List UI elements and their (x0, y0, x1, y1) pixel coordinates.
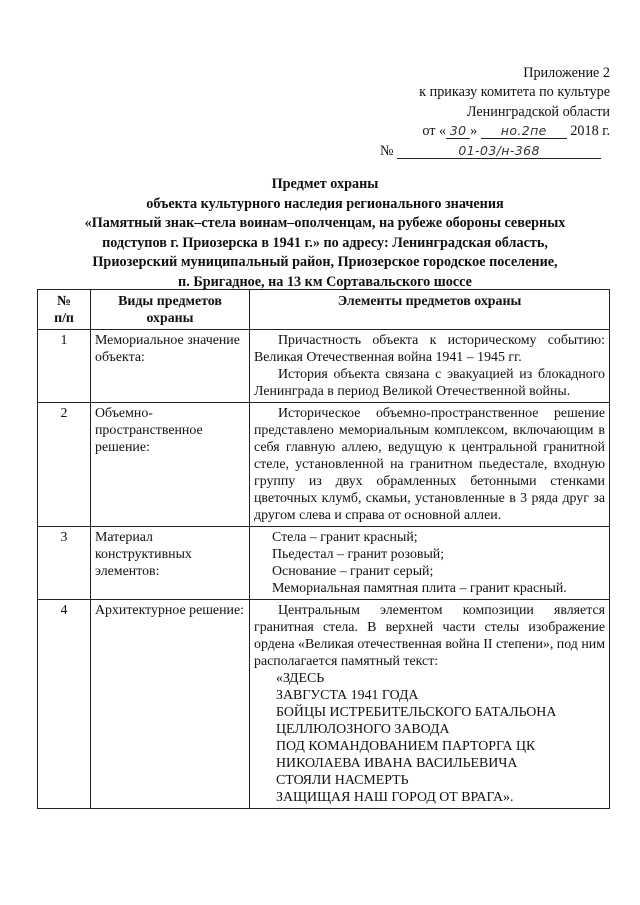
row-kind: Архитектурное решение: (91, 600, 250, 809)
title-line-4: подступов г. Приозерска в 1941 г.» по адресу: Ленинградская область, (102, 234, 548, 251)
row-elements: Причастность объекта к историческому событию: Великая Отечественная война 1941 – 1945 гг. История объекта связана с эвакуацией из блокадного Ленинграда в период Великой Отечественной войны. (250, 330, 610, 403)
memorial-text-line: «ЗДЕСЬ (276, 671, 325, 686)
header-num: № п/п (38, 290, 91, 330)
material-item: Пьедестал – гранит розовый; (272, 547, 445, 562)
header-elements: Элементы предметов охраны (250, 290, 610, 330)
title-line-3: «Памятный знак–стела воинам–ополченцам, на рубеже обороны северных (84, 215, 566, 232)
title-line-5: Приозерский муниципальный район, Приозерское городское поселение, (92, 254, 558, 271)
material-item: Основание – гранит серый; (272, 564, 434, 579)
table-header-row (38, 290, 610, 330)
material-item: Мемориальная памятная плита – гранит красный. (272, 581, 567, 596)
memorial-text-line: БОЙЦЫ ИСТРЕБИТЕЛЬСКОГО БАТАЛЬОНА (276, 705, 557, 720)
material-item: Стела – гранит красный; (272, 530, 418, 545)
appendix-title: Приложение 2 (523, 65, 610, 81)
row-number: 1 (38, 330, 91, 403)
row-elements: Историческое объемно-пространственное решение представлено мемориальным комплексом, включающим в себя главную аллею, ведущую к центральной гранитной стеле, установленной на гранитном пьедестале, входную группу из двух обрамленных бетонными стенками цветочных клумб, скамьи, установленные в 3 ряда друг за другом слева и справа от основной аллеи. (250, 403, 610, 527)
table-row (38, 527, 610, 600)
appendix-date: от « 30 » но.2пе 2018 г. (422, 123, 610, 140)
memorial-text-line: ЗАЩИЩАЯ НАШ ГОРОД ОТ ВРАГА». (276, 790, 514, 805)
memorial-text-line: ЗАВГУСТА 1941 ГОДА (276, 688, 419, 703)
date-year: 2018 г. (570, 123, 610, 140)
protection-table (37, 289, 610, 809)
row-kind: Мемориальное значение объекта: (91, 330, 250, 403)
memorial-text-line: НИКОЛАЕВА ИВАНА ВАСИЛЬЕВИЧА (276, 756, 518, 771)
appendix-header (380, 64, 610, 161)
appendix-number: № 01-03/н-368 (380, 142, 610, 161)
row-kind: Объемно-пространственное решение: (91, 403, 250, 527)
row-elements (250, 527, 610, 600)
memorial-text-line: ПОД КОМАНДОВАНИЕМ ПАРТОРГА ЦК (276, 739, 536, 754)
order-number-handwritten: 01-03/н-368 (397, 143, 601, 159)
table-row (38, 330, 610, 403)
memorial-text-line: ЦЕЛЛЮЛОЗНОГО ЗАВОДА (276, 722, 450, 737)
row-elements: Центральным элементом композиции является гранитная стела. В верхней части стелы изображение ордена «Великая отечественная война II степени», под ним располагается памятный текст: «ЗДЕСЬ ЗАВГУСТА 1941 ГОДА БОЙЦЫ ИСТРЕБИТЕЛЬСКОГО БАТАЛЬОНА ЦЕЛЛЮЛОЗНОГО ЗАВОДА ПОД КОМАНДОВАНИЕМ ПАРТОРГА ЦК НИКОЛАЕВА ИВАНА ВАСИЛЬЕВИЧА СТОЯЛИ НАСМЕРТЬ ЗАЩИЩАЯ НАШ ГОРОД ОТ ВРАГА». (250, 600, 610, 809)
table-row (38, 600, 610, 809)
row-number: 3 (38, 527, 91, 600)
title-line-1: Предмет охраны (271, 176, 379, 192)
appendix-order-ref: к приказу комитета по культуре (419, 84, 610, 101)
title-line-6: п. Бригадное, на 13 км Сортавальского шоссе (178, 273, 472, 290)
appendix-region: Ленинградской области (466, 103, 610, 120)
table-row (38, 403, 610, 527)
header-kind: Виды предметов охраны (91, 290, 250, 330)
document-title (40, 175, 610, 293)
date-day-handwritten: 30 (446, 123, 470, 139)
memorial-text-line: СТОЯЛИ НАСМЕРТЬ (276, 773, 409, 788)
row-kind: Материал конструктивных элементов: (91, 527, 250, 600)
date-month-handwritten: но.2пе (481, 123, 567, 139)
row-number: 4 (38, 600, 91, 809)
title-line-2: объекта культурного наследия регионального значения (146, 195, 504, 212)
row-number: 2 (38, 403, 91, 527)
